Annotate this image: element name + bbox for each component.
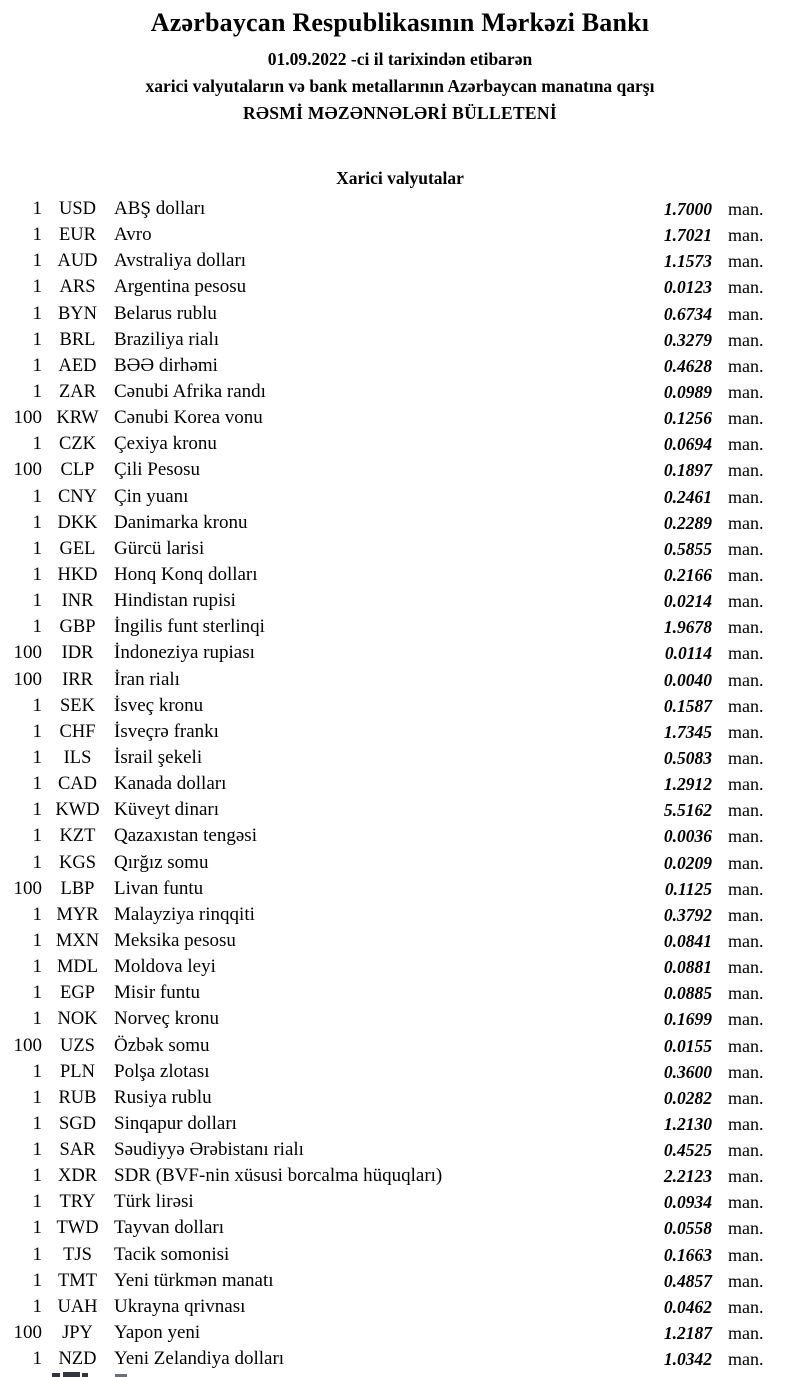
rate-value-cell: 0.2289 — [663, 512, 712, 533]
currency-code-cell: UAH — [57, 1296, 98, 1317]
quantity-cell: 1 — [32, 903, 42, 925]
currency-name-cell: Belarus rublu — [114, 302, 217, 324]
quantity-cell: 1 — [32, 250, 42, 272]
unit-cell: man. — [728, 1061, 764, 1082]
quantity-cell: 1 — [32, 328, 42, 350]
table-row — [0, 850, 768, 876]
currency-code-cell: MXN — [55, 930, 100, 951]
rate-value-cell: 0.3279 — [663, 329, 712, 350]
table-row — [0, 484, 768, 510]
unit-cell: man. — [728, 1218, 764, 1239]
unit-cell: man. — [728, 1192, 764, 1213]
unit-cell: man. — [728, 1087, 764, 1108]
rate-value-cell: 0.0462 — [663, 1296, 712, 1317]
unit-cell: man. — [728, 538, 764, 559]
table-row — [0, 771, 768, 797]
currency-name-cell: İsveç kronu — [114, 694, 204, 716]
quantity-cell: 100 — [13, 642, 42, 664]
currency-name-cell: Çexiya kronu — [114, 433, 217, 455]
table-row — [0, 1059, 768, 1085]
currency-code-cell: KRW — [56, 408, 99, 429]
table-row — [0, 1215, 768, 1241]
rate-value-cell: 0.0209 — [663, 852, 712, 873]
currency-code-cell: KWD — [55, 800, 100, 821]
unit-cell: man. — [728, 251, 764, 272]
rate-value-cell: 0.0282 — [663, 1087, 712, 1108]
quantity-cell: 1 — [32, 276, 42, 298]
unit-cell: man. — [728, 434, 764, 455]
rate-value-cell: 0.0989 — [663, 381, 712, 402]
currency-name-cell: Küveyt dinarı — [114, 799, 220, 821]
currency-code-cell: UZS — [60, 1035, 95, 1056]
quantity-cell: 1 — [32, 929, 42, 951]
currency-code-cell: CNY — [57, 486, 98, 507]
unit-cell: man. — [728, 1323, 764, 1344]
currency-name-cell: Hindistan rupisi — [114, 590, 236, 612]
table-row — [0, 1189, 768, 1215]
unit-cell: man. — [728, 381, 764, 402]
currency-name-cell: İsveçrə frankı — [114, 720, 219, 742]
currency-code-cell: SEK — [60, 695, 95, 716]
table-row — [0, 588, 768, 614]
unit-cell: man. — [728, 408, 764, 429]
currency-name-cell: Tayvan dolları — [114, 1217, 224, 1239]
unit-cell: man. — [728, 617, 764, 638]
rate-value-cell: 0.0885 — [663, 983, 712, 1004]
currency-code-cell: NZD — [58, 1349, 97, 1370]
rate-value-cell: 0.0841 — [663, 930, 712, 951]
table-row — [0, 301, 768, 327]
quantity-cell: 1 — [32, 224, 42, 246]
quantity-cell: 1 — [32, 851, 42, 873]
currency-name-cell: Misir funtu — [114, 982, 201, 1004]
bank-title: Azərbaycan Respublikasının Mərkəzi Bankı — [150, 8, 650, 37]
currency-code-cell: CAD — [57, 774, 98, 795]
currency-name-cell: Rusiya rublu — [114, 1086, 212, 1108]
table-row — [0, 379, 768, 405]
rate-value-cell: 1.2912 — [663, 774, 712, 795]
quantity-cell: 1 — [32, 1217, 42, 1239]
rate-value-cell: 1.7345 — [663, 721, 712, 742]
rate-value-cell: 0.5083 — [663, 747, 712, 768]
unit-cell: man. — [728, 486, 764, 507]
quantity-cell: 100 — [13, 668, 42, 690]
table-row — [0, 510, 768, 536]
currency-code-cell: BRL — [59, 329, 96, 350]
currency-name-cell: Çili Pesosu — [114, 459, 201, 481]
table-row — [0, 1006, 768, 1032]
currency-code-cell: AED — [58, 355, 97, 376]
section-title-foreign-currencies: Xarici valyutalar — [336, 168, 464, 188]
quantity-cell: 1 — [32, 1269, 42, 1291]
table-row — [0, 1346, 768, 1372]
currency-name-cell: Səudiyyə Ərəbistanı rialı — [114, 1139, 304, 1161]
currency-name-cell: Malayziya rinqqiti — [114, 903, 255, 925]
currency-name-cell: Braziliya rialı — [114, 328, 219, 350]
unit-cell: man. — [728, 564, 764, 585]
quantity-cell: 1 — [32, 799, 42, 821]
currency-code-cell: CHF — [59, 721, 96, 742]
rate-value-cell: 0.0558 — [663, 1218, 712, 1239]
quantity-cell: 1 — [32, 1348, 42, 1370]
quantity-cell: 1 — [32, 563, 42, 585]
quantity-cell: 1 — [32, 1243, 42, 1265]
table-row — [0, 222, 768, 248]
unit-cell: man. — [728, 225, 764, 246]
unit-cell: man. — [728, 1035, 764, 1056]
quantity-cell: 1 — [32, 302, 42, 324]
table-row — [0, 1137, 768, 1163]
table-row — [0, 1294, 768, 1320]
quantity-cell: 1 — [32, 198, 42, 219]
currency-name-cell: İndoneziya rupiası — [114, 642, 255, 664]
quantity-cell: 1 — [32, 590, 42, 612]
rate-value-cell: 0.3792 — [663, 904, 712, 925]
quantity-cell: 1 — [32, 1112, 42, 1134]
table-row — [0, 1163, 768, 1189]
currency-code-cell: NOK — [57, 1009, 98, 1030]
unit-cell: man. — [728, 329, 764, 350]
cutoff-mark — [82, 1373, 88, 1377]
table-row — [0, 1242, 768, 1268]
currency-code-cell: JPY — [62, 1323, 93, 1344]
cutoff-mark — [63, 1372, 80, 1377]
currency-code-cell: GEL — [59, 538, 96, 559]
currency-code-cell: DKK — [57, 512, 98, 533]
currency-code-cell: CZK — [59, 434, 96, 455]
quantity-cell: 100 — [13, 877, 42, 899]
quantity-cell: 1 — [32, 380, 42, 402]
unit-cell: man. — [728, 1244, 764, 1265]
quantity-cell: 100 — [13, 1322, 42, 1344]
currency-code-cell: RUB — [58, 1087, 97, 1108]
currency-name-cell: Norveç kronu — [114, 1008, 219, 1030]
currency-code-cell: PLN — [60, 1061, 95, 1082]
currency-name-cell: Sinqapur dolları — [114, 1112, 237, 1134]
table-row — [0, 719, 768, 745]
quantity-cell: 1 — [32, 773, 42, 795]
currency-code-cell: EGP — [60, 983, 95, 1004]
rate-value-cell: 0.1699 — [663, 1009, 712, 1030]
table-row — [0, 353, 768, 379]
quantity-cell: 100 — [13, 1034, 42, 1056]
rate-value-cell: 0.0881 — [663, 957, 712, 978]
currency-name-cell: Honq Konq dolları — [114, 563, 258, 585]
quantity-cell: 1 — [32, 433, 42, 455]
currency-code-cell: ZAR — [59, 381, 96, 402]
unit-cell: man. — [728, 983, 764, 1004]
table-row — [0, 536, 768, 562]
rate-value-cell: 0.4525 — [663, 1140, 712, 1161]
rate-value-cell: 0.1663 — [663, 1244, 712, 1265]
quantity-cell: 100 — [13, 459, 42, 481]
quantity-cell: 1 — [32, 1191, 42, 1213]
quantity-cell: 1 — [32, 746, 42, 768]
currency-name-cell: ABŞ dolları — [114, 198, 206, 219]
table-row — [0, 1320, 768, 1346]
currency-code-cell: TWD — [56, 1218, 99, 1239]
rate-value-cell: 0.4628 — [663, 355, 712, 376]
rate-value-cell: 0.6734 — [663, 303, 712, 324]
currency-code-cell: KZT — [59, 826, 96, 847]
currency-name-cell: İsrail şekeli — [114, 746, 203, 768]
table-row — [0, 876, 768, 902]
quantity-cell: 1 — [32, 982, 42, 1004]
quantity-cell: 1 — [32, 537, 42, 559]
rate-value-cell: 1.9678 — [663, 617, 712, 638]
currency-name-cell: Qazaxıstan tengəsi — [114, 825, 257, 847]
currency-code-cell: ILS — [63, 747, 92, 768]
rate-value-cell: 1.2187 — [663, 1323, 712, 1344]
rate-value-cell: 1.7000 — [663, 199, 712, 219]
currency-name-cell: Cənubi Korea vonu — [114, 407, 263, 429]
currency-code-cell: USD — [58, 199, 96, 219]
rate-value-cell: 0.2461 — [663, 486, 712, 507]
table-row — [0, 457, 768, 483]
currency-code-cell: XDR — [57, 1166, 98, 1187]
currency-name-cell: İngilis funt sterlinqi — [114, 616, 265, 638]
rate-value-cell: 0.0036 — [663, 826, 712, 847]
currency-code-cell: CLP — [60, 460, 95, 481]
table-row — [0, 902, 768, 928]
currency-code-cell: IDR — [61, 643, 94, 664]
table-row — [0, 1033, 768, 1059]
unit-cell: man. — [728, 826, 764, 847]
currency-name-cell: Danimarka kronu — [114, 511, 248, 533]
currency-code-cell: EUR — [59, 225, 96, 246]
table-row — [0, 797, 768, 823]
rate-value-cell: 0.1256 — [663, 408, 712, 429]
currency-name-cell: Meksika pesosu — [114, 929, 236, 951]
rate-value-cell: 0.0155 — [663, 1035, 712, 1056]
rate-value-cell: 1.0342 — [663, 1349, 712, 1370]
rate-value-cell: 0.1125 — [664, 878, 712, 899]
unit-cell: man. — [728, 774, 764, 795]
rate-value-cell: 0.1897 — [663, 460, 712, 481]
unit-cell: man. — [728, 852, 764, 873]
currency-code-cell: KGS — [58, 852, 96, 873]
rate-value-cell: 0.0040 — [663, 669, 712, 690]
unit-cell: man. — [728, 957, 764, 978]
currency-code-cell: SGD — [58, 1113, 96, 1134]
unit-cell: man. — [728, 277, 764, 298]
rate-value-cell: 0.1587 — [663, 695, 712, 716]
table-row — [0, 745, 768, 771]
currency-name-cell: Kanada dolları — [114, 773, 227, 795]
unit-cell: man. — [728, 1296, 764, 1317]
currency-name-cell: Avro — [114, 224, 152, 246]
currency-code-cell: IRR — [62, 669, 93, 690]
table-row — [0, 196, 768, 222]
currency-name-cell: Polşa zlotası — [114, 1060, 210, 1082]
unit-cell: man. — [728, 1166, 764, 1187]
currency-name-cell: SDR (BVF-nin xüsusi borcalma hüquqları) — [114, 1165, 443, 1187]
currency-name-cell: Yeni türkmən manatı — [114, 1269, 274, 1291]
quantity-cell: 1 — [32, 1008, 42, 1030]
unit-cell: man. — [728, 878, 764, 899]
currency-name-cell: Ukrayna qrivnası — [114, 1295, 246, 1317]
quantity-cell: 1 — [32, 694, 42, 716]
table-row — [0, 640, 768, 666]
table-row — [0, 431, 768, 457]
table-row — [0, 1111, 768, 1137]
unit-cell: man. — [728, 1270, 764, 1291]
unit-cell: man. — [728, 747, 764, 768]
table-row — [0, 1268, 768, 1294]
quantity-cell: 1 — [32, 485, 42, 507]
quantity-cell: 1 — [32, 1165, 42, 1187]
rate-value-cell: 0.0934 — [663, 1192, 712, 1213]
currency-code-cell: GBP — [59, 617, 96, 638]
quantity-cell: 1 — [32, 1295, 42, 1317]
table-row — [0, 954, 768, 980]
currency-name-cell: Özbək somu — [114, 1034, 210, 1056]
rate-value-cell: 0.0123 — [663, 277, 712, 298]
rate-value-cell: 0.0694 — [663, 434, 712, 455]
rate-value-cell: 0.2166 — [663, 564, 712, 585]
table-row — [0, 1085, 768, 1111]
unit-cell: man. — [728, 1140, 764, 1161]
unit-cell: man. — [728, 721, 764, 742]
table-row — [0, 667, 768, 693]
unit-cell: man. — [728, 800, 764, 821]
table-row — [0, 327, 768, 353]
table-row — [0, 980, 768, 1006]
currency-code-cell: HKD — [57, 564, 98, 585]
rate-value-cell: 0.0114 — [664, 643, 712, 664]
currency-name-cell: Argentina pesosu — [114, 276, 247, 298]
unit-cell: man. — [728, 512, 764, 533]
unit-cell: man. — [728, 1349, 764, 1370]
table-row — [0, 274, 768, 300]
currency-name-cell: İran rialı — [114, 668, 180, 690]
quantity-cell: 100 — [13, 407, 42, 429]
quantity-cell: 1 — [32, 1086, 42, 1108]
rate-value-cell: 5.5162 — [663, 800, 712, 821]
rate-value-cell: 1.1573 — [663, 251, 712, 272]
unit-cell: man. — [728, 460, 764, 481]
unit-cell: man. — [728, 643, 764, 664]
table-row — [0, 928, 768, 954]
subject-line: xarici valyutaların və bank metallarının Azərbaycan manatına qarşı — [145, 76, 655, 96]
table-row — [0, 562, 768, 588]
currency-name-cell: Livan funtu — [114, 877, 204, 899]
currency-code-cell: SAR — [59, 1140, 96, 1161]
currency-name-cell: Moldova leyi — [114, 956, 216, 978]
unit-cell: man. — [728, 669, 764, 690]
currency-code-cell: MYR — [56, 904, 99, 925]
quantity-cell: 1 — [32, 616, 42, 638]
currency-code-cell: ARS — [59, 277, 96, 298]
quantity-cell: 1 — [32, 511, 42, 533]
table-row — [0, 405, 768, 431]
quantity-cell: 1 — [32, 1060, 42, 1082]
bulletin-title-line: RƏSMİ MƏZƏNNƏLƏRİ BÜLLETENİ — [243, 103, 557, 123]
quantity-cell: 1 — [32, 720, 42, 742]
cutoff-mark — [52, 1373, 60, 1377]
currency-name-cell: Tacik somonisi — [114, 1243, 230, 1265]
currency-name-cell: Qırğız somu — [114, 851, 209, 873]
currency-code-cell: INR — [61, 591, 94, 612]
rate-value-cell: 0.5855 — [663, 538, 712, 559]
unit-cell: man. — [728, 303, 764, 324]
unit-cell: man. — [728, 1113, 764, 1134]
unit-cell: man. — [728, 695, 764, 716]
currency-name-cell: Türk lirəsi — [114, 1191, 194, 1213]
currency-code-cell: TRY — [59, 1192, 96, 1213]
unit-cell: man. — [728, 591, 764, 612]
currency-name-cell: Çin yuanı — [114, 485, 189, 507]
currency-name-cell: Gürcü larisi — [114, 537, 205, 559]
unit-cell: man. — [728, 904, 764, 925]
currency-name-cell: Avstraliya dolları — [114, 250, 247, 272]
currency-code-cell: BYN — [57, 303, 98, 324]
table-row — [0, 693, 768, 719]
currency-name-cell: BƏƏ dirhəmi — [114, 354, 218, 376]
quantity-cell: 1 — [32, 956, 42, 978]
quantity-cell: 1 — [32, 825, 42, 847]
currency-code-cell: TMT — [57, 1270, 98, 1291]
unit-cell: man. — [728, 930, 764, 951]
effective-date-line: 01.09.2022 -ci il tarixindən etibarən — [267, 49, 533, 69]
unit-cell: man. — [728, 1009, 764, 1030]
table-row — [0, 614, 768, 640]
table-row — [0, 823, 768, 849]
rate-value-cell: 1.7021 — [663, 225, 712, 246]
currency-code-cell: MDL — [56, 957, 99, 978]
cutoff-next-section-fragment — [0, 1372, 800, 1377]
currency-name-cell: Yapon yeni — [114, 1322, 201, 1344]
currency-code-cell: AUD — [57, 251, 98, 272]
table-row — [0, 248, 768, 274]
unit-cell: man. — [728, 199, 764, 219]
rate-value-cell: 1.2130 — [663, 1113, 712, 1134]
currency-code-cell: TJS — [63, 1244, 92, 1265]
unit-cell: man. — [728, 355, 764, 376]
currency-name-cell: Cənubi Afrika randı — [114, 380, 266, 402]
currency-name-cell: Yeni Zelandiya dolları — [114, 1348, 285, 1370]
rate-value-cell: 0.3600 — [663, 1061, 712, 1082]
rate-value-cell: 0.4857 — [663, 1270, 712, 1291]
exchange-rates-table — [0, 196, 768, 1372]
quantity-cell: 1 — [32, 354, 42, 376]
rate-value-cell: 0.0214 — [663, 591, 712, 612]
currency-code-cell: LBP — [60, 878, 95, 899]
quantity-cell: 1 — [32, 1139, 42, 1161]
rate-value-cell: 2.2123 — [663, 1166, 712, 1187]
